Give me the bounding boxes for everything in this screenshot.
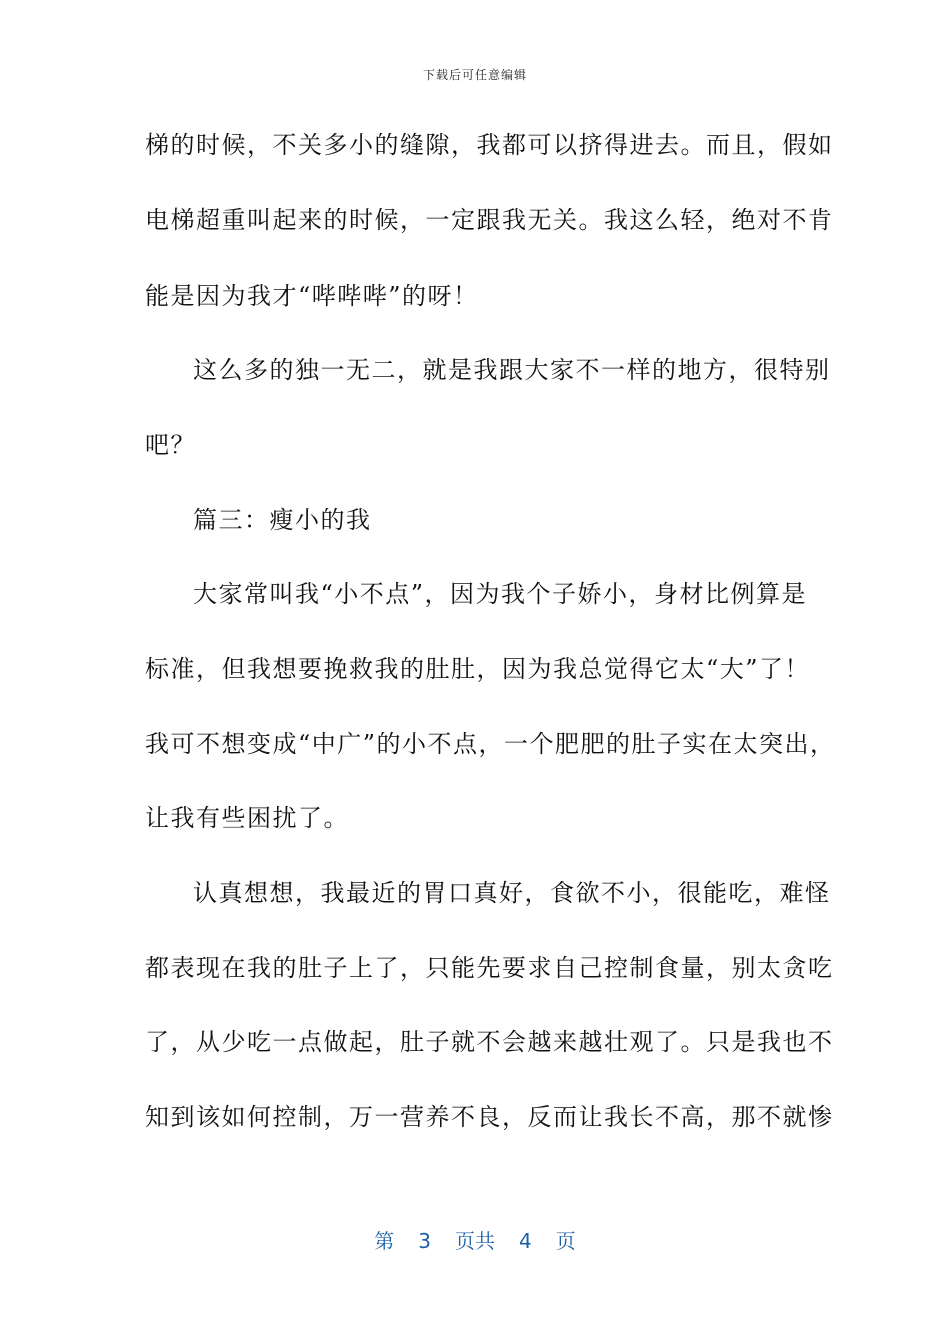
page-header: 下载后可任意编辑 bbox=[422, 68, 527, 82]
text-line: 认真想想，我最近的胃口真好，食欲不小，很能吃，难怪 bbox=[193, 879, 831, 907]
page-footer bbox=[0, 1225, 950, 1254]
text-line: 标准，但我想要挽救我的肚肚，因为我总觉得它太“大”了！ bbox=[145, 655, 811, 683]
text-line: 让我有些困扰了。 bbox=[145, 804, 349, 832]
text-line: 了，从少吃一点做起，肚子就不会越来越壮观了。只是我也不 bbox=[145, 1028, 834, 1056]
footer-middle: 页共 bbox=[455, 1229, 495, 1253]
text-line: 我可不想变成“中广”的小不点，一个肥肥的肚子实在太突出， bbox=[145, 730, 836, 758]
text-line: 能是因为我才“哔哔哔”的呀！ bbox=[145, 282, 479, 310]
text-line: 电梯超重叫起来的时候，一定跟我无关。我这么轻，绝对不肯 bbox=[145, 206, 834, 234]
text-line: 这么多的独一无二，就是我跟大家不一样的地方，很特别 bbox=[193, 356, 831, 384]
text-line: 吧？ bbox=[145, 431, 196, 459]
text-line: 大家常叫我“小不点”，因为我个子娇小，身材比例算是 bbox=[193, 580, 808, 608]
total-pages-number: 4 bbox=[519, 1229, 532, 1253]
text-line: 都表现在我的肚子上了，只能先要求自己控制食量，别太贪吃 bbox=[145, 954, 834, 982]
footer-suffix: 页 bbox=[555, 1229, 576, 1253]
text-line: 知到该如何控制，万一营养不良，反而让我长不高，那不就惨 bbox=[145, 1103, 834, 1131]
section-heading: 篇三：瘦小的我 bbox=[193, 506, 372, 534]
footer-prefix: 第 bbox=[374, 1229, 395, 1253]
text-line: 梯的时候，不关多小的缝隙，我都可以挤得进去。而且，假如 bbox=[145, 131, 834, 159]
current-page-number: 3 bbox=[418, 1229, 431, 1253]
